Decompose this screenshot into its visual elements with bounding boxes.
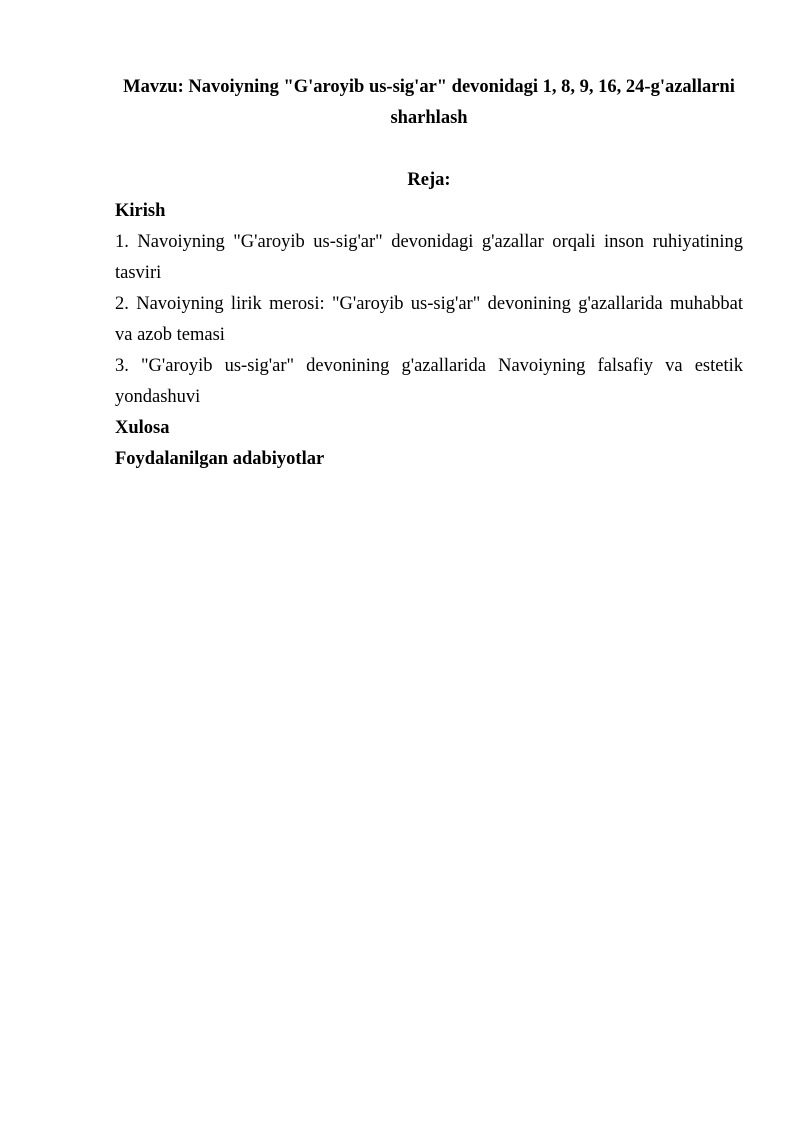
- document-title: Mavzu: Navoiyning "G'aroyib us-sig'ar" devonidagi 1, 8, 9, 16, 24-g'azallarni sharhlash: [123, 77, 735, 128]
- references-heading: Foydalanilgan adabiyotlar: [115, 449, 325, 469]
- introduction-heading: Kirish: [115, 201, 166, 221]
- conclusion-heading: Xulosa: [115, 418, 170, 438]
- plan-heading: Reja:: [407, 170, 451, 190]
- plan-item-2: 2. Navoiyning lirik merosi: "G'aroyib us-sig'ar" devonining g'azallarida muhabbat va azob temasi: [115, 294, 743, 345]
- plan-item-3: 3. "G'aroyib us-sig'ar" devonining g'azallarida Navoiyning falsafiy va estetik yondashuvi: [115, 356, 743, 407]
- document-content: [115, 72, 743, 475]
- plan-list: [115, 227, 743, 413]
- plan-item-1: 1. Navoiyning "G'aroyib us-sig'ar" devonidagi g'azallar orqali inson ruhiyatining tasviri: [115, 232, 743, 283]
